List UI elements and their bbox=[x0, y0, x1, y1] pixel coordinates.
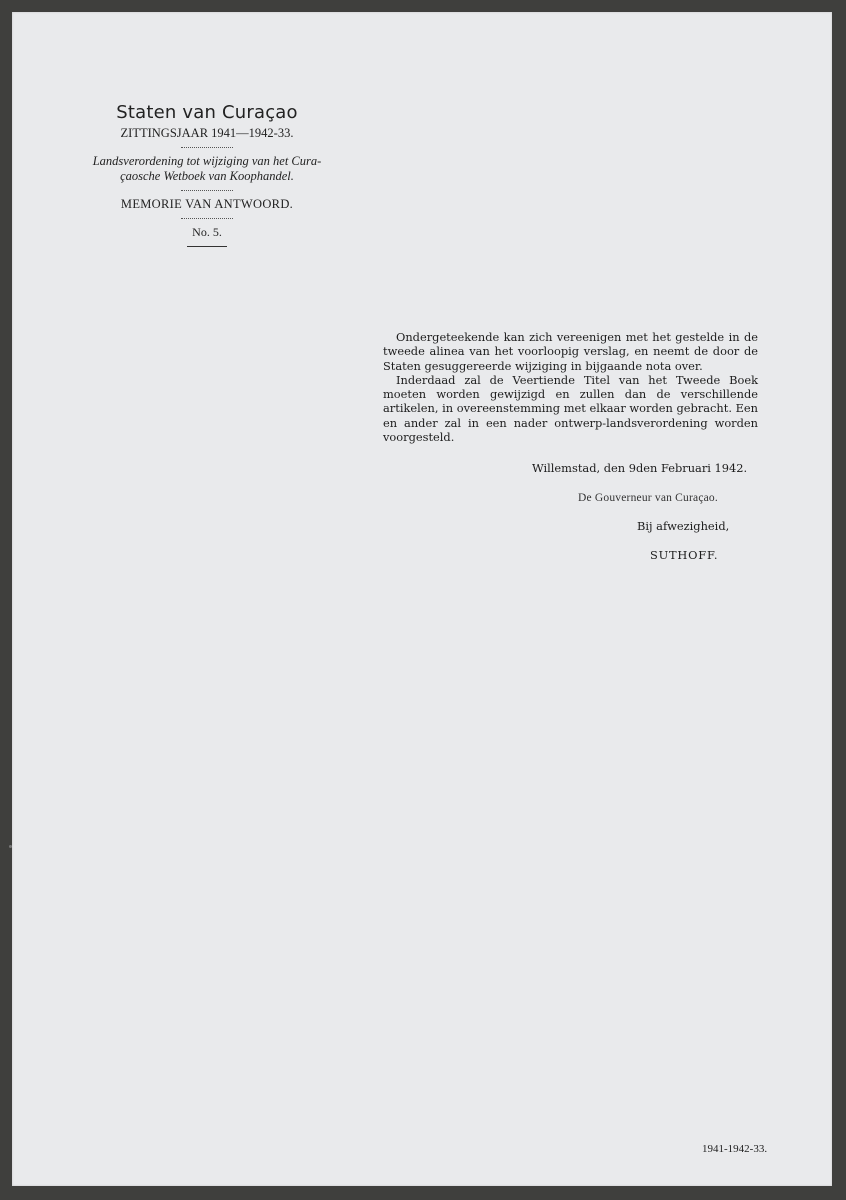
absence-note: Bij afwezigheid, bbox=[637, 519, 730, 533]
scan-speck bbox=[9, 845, 12, 848]
document-page bbox=[12, 12, 832, 1186]
document-type: MEMORIE VAN ANTWOORD. bbox=[120, 197, 294, 211]
signatory-name: SUTHOFF. bbox=[650, 548, 719, 562]
governor-title: De Gouverneur van Curaçao. bbox=[578, 492, 718, 504]
body-paragraph-1: Ondergeteekende kan zich vereenigen met het gestelde in de tweede alinea van het voorloopig verslag, en neemt de door de Staten gesuggereerde wijziging in bijgaande nota over. bbox=[383, 330, 758, 373]
header-divider bbox=[181, 218, 233, 219]
header-divider bbox=[181, 190, 233, 191]
document-header bbox=[72, 102, 342, 253]
subject-line-2: çaosche Wetboek van Koophandel. bbox=[120, 169, 294, 183]
header-divider bbox=[181, 147, 233, 148]
subject-line-1: Landsverordening tot wijziging van het Cura- bbox=[92, 154, 322, 168]
place-and-date: Willemstad, den 9den Februari 1942. bbox=[532, 461, 748, 475]
document-number: No. 5. bbox=[192, 225, 222, 239]
footer-document-code: 1941-1942-33. bbox=[702, 1143, 768, 1155]
body-paragraph-2: Inderdaad zal de Veertiende Titel van het Tweede Boek moeten worden gewijzigd en zullen dan de verschillende artikelen, in overeenstemming met elkaar worden gebracht. Een en ander zal in een nader ontwerp-landsverordening worden voorgesteld. bbox=[383, 372, 758, 445]
session-year: ZITTINGSJAAR 1941—1942-33. bbox=[120, 126, 294, 140]
header-underline bbox=[187, 246, 227, 247]
memo-body bbox=[383, 330, 758, 444]
institution-title: Staten van Curaçao bbox=[116, 102, 298, 123]
